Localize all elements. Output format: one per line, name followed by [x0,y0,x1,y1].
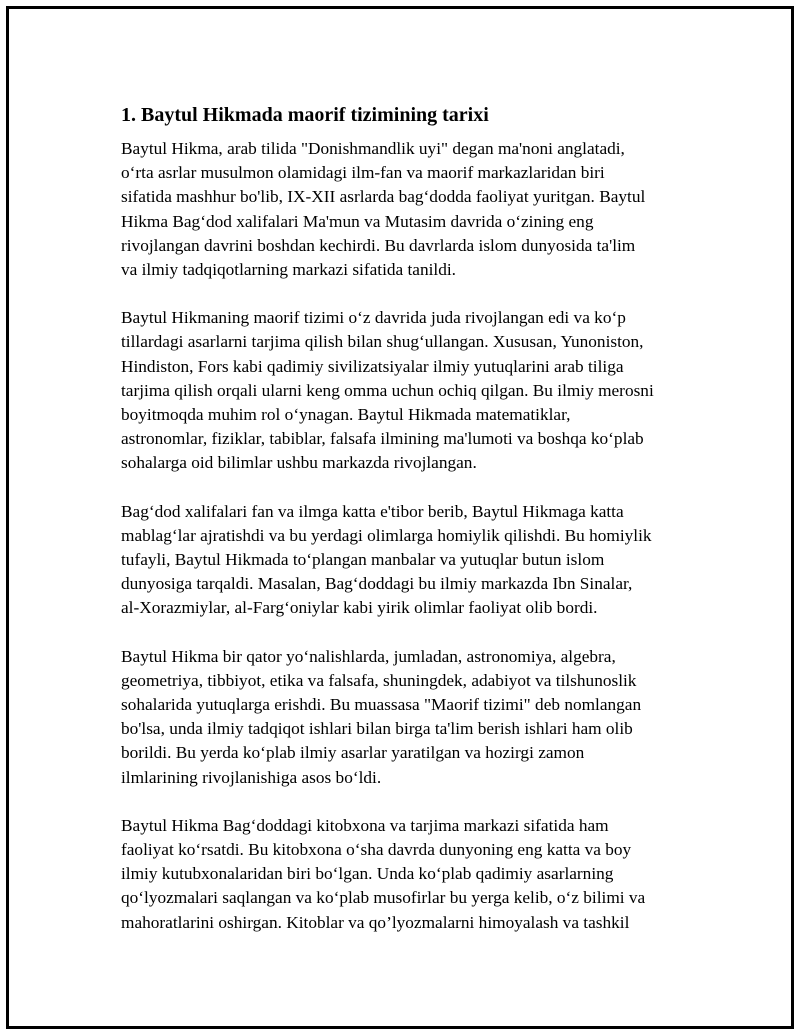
text-line: Bag‘dod xalifalari fan va ilmga katta e'tibor berib, Baytul Hikmaga katta [121,501,624,521]
text-line: tarjima qilish orqali ularni keng omma uchun ochiq qilgan. Bu ilmiy merosni [121,380,654,400]
text-line: Baytul Hikma bir qator yo‘nalishlarda, jumladan, astronomiya, algebra, [121,646,616,666]
page-frame [6,6,794,1029]
text-line: Baytul Hikmaning maorif tizimi o‘z davrida juda rivojlangan edi va ko‘p [121,308,626,328]
text-line: boyitmoqda muhim rol o‘ynagan. Baytul Hikmada matematiklar, [121,405,571,425]
text-line: qo‘lyozmalari saqlangan va ko‘plab musofirlar bu yerga kelib, o‘z bilimi va [121,888,646,908]
text-line: geometriya, tibbiyot, etika va falsafa, shuningdek, adabiyot va tilshunoslik [121,670,637,690]
text-line: mablag‘lar ajratishdi va bu yerdagi olimlarga homiylik qilishdi. Bu homiylik [121,525,652,545]
text-line: sohalarga oid bilimlar ushbu markazda rivojlangan. [121,453,477,473]
section-heading: 1. Baytul Hikmada maorif tizimining tarixi [121,104,489,126]
text-line: ilmlarining rivojlanishiga asos bo‘ldi. [121,767,382,787]
text-line: ilmiy kutubxonalaridan biri bo‘lgan. Unda ko‘plab qadimiy asarlarning [121,864,614,884]
text-line: dunyosiga tarqaldi. Masalan, Bag‘doddagi bu ilmiy markazda Ibn Sinalar, [121,574,633,594]
text-line: Baytul Hikma, arab tilida "Donishmandlik uyi" degan ma'noni anglatadi, [121,139,625,158]
document-body [121,101,701,959]
text-line: va ilmiy tadqiqotlarning markazi sifatida tanildi. [121,260,456,280]
text-line: sifatida mashhur bo'lib, IX-XII asrlarda bag‘dodda faoliyat yuritgan. Baytul [121,187,646,207]
text-line: rivojlangan davrini boshdan kechirdi. Bu davrlarda islom dunyosida ta'lim [121,235,636,255]
text-line: Hikma Bag‘dod xalifalari Ma'mun va Mutasim davrida o‘zining eng [121,211,594,231]
text-line: faoliyat ko‘rsatdi. Bu kitobxona o‘sha davrda dunyoning eng katta va boy [121,840,632,860]
text-line: o‘rta asrlar musulmon olamidagi ilm-fan va maorif markazlaridan biri [121,163,605,183]
text-line: bo'lsa, unda ilmiy tadqiqot ishlari bilan birga ta'lim berish ishlari ham olib [121,719,633,739]
text-line: Hindiston, Fors kabi qadimiy sivilizatsiyalar ilmiy yutuqlarini arab tiliga [121,356,624,376]
paragraph-1 [121,137,701,282]
text-line: tufayli, Baytul Hikmada to‘plangan manbalar va yutuqlar butun islom [121,550,605,570]
text-line: astronomlar, fiziklar, tabiblar, falsafa ilmining ma'lumoti va boshqa ko‘plab [121,429,644,449]
paragraph-3 [121,500,701,621]
text-line: mahoratlarini oshirgan. Kitoblar va qo’lyozmalarni himoyalash va tashkil [121,912,630,932]
paragraph-5 [121,814,701,935]
text-line: borildi. Bu yerda ko‘plab ilmiy asarlar yaratilgan va hozirgi zamon [121,743,585,763]
text-line: sohalarida yutuqlarga erishdi. Bu muassasa "Maorif tizimi" deb nomlangan [121,695,642,715]
text-line: al-Xorazmiylar, al-Farg‘oniylar kabi yirik olimlar faoliyat olib bordi. [121,598,598,618]
text-line: tillardagi asarlarni tarjima qilish bilan shug‘ullangan. Xususan, Yunoniston, [121,332,644,352]
paragraph-2 [121,306,701,475]
text-line: Baytul Hikma Bag‘doddagi kitobxona va tarjima markazi sifatida ham [121,815,609,835]
paragraph-4 [121,645,701,790]
